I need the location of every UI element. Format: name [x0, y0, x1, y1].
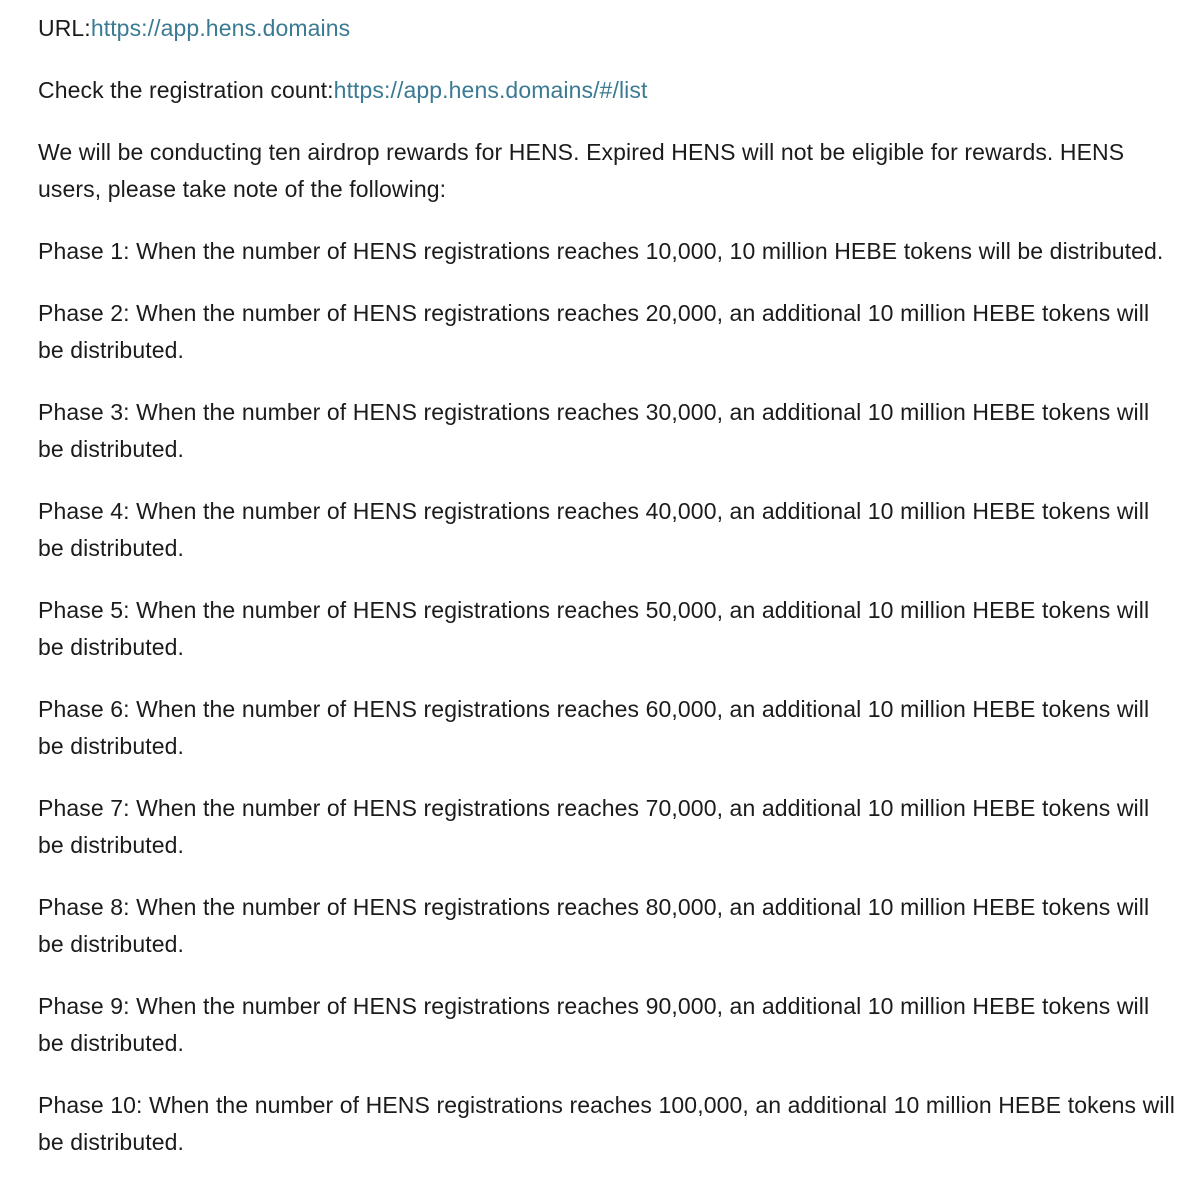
phase-item: Phase 1: When the number of HENS registrations reaches 10,000, 10 million HEBE tokens will be distributed. [38, 238, 1164, 264]
registration-count-line [38, 72, 1178, 109]
phase-item: Phase 5: When the number of HENS registrations reaches 50,000, an additional 10 million HEBE tokens will be distributed. [38, 597, 1150, 660]
phase-list [38, 233, 1178, 1161]
phase-item: Phase 8: When the number of HENS registrations reaches 80,000, an additional 10 million HEBE tokens will be distributed. [38, 894, 1150, 957]
app-url-link[interactable]: https://app.hens.domains [90, 15, 351, 41]
phase-item: Phase 9: When the number of HENS registrations reaches 90,000, an additional 10 million HEBE tokens will be distributed. [38, 993, 1150, 1056]
url-line [38, 10, 1178, 47]
phase-item: Phase 4: When the number of HENS registrations reaches 40,000, an additional 10 million HEBE tokens will be distributed. [38, 498, 1150, 561]
phase-item: Phase 2: When the number of HENS registrations reaches 20,000, an additional 10 million HEBE tokens will be distributed. [38, 300, 1150, 363]
registration-count-label: Check the registration count: [38, 77, 334, 103]
phase-item: Phase 7: When the number of HENS registrations reaches 70,000, an additional 10 million HEBE tokens will be distributed. [38, 795, 1150, 858]
document-body [38, 10, 1178, 1186]
phase-item: Phase 10: When the number of HENS registrations reaches 100,000, an additional 10 million HEBE tokens will be distributed. [38, 1092, 1175, 1155]
phase-item: Phase 6: When the number of HENS registrations reaches 60,000, an additional 10 million HEBE tokens will be distributed. [38, 696, 1150, 759]
intro-paragraph: We will be conducting ten airdrop rewards for HENS. Expired HENS will not be eligible for rewards. HENS users, please take note of the following: [38, 139, 1125, 202]
phase-item: Phase 3: When the number of HENS registrations reaches 30,000, an additional 10 million HEBE tokens will be distributed. [38, 399, 1150, 462]
registration-list-link[interactable]: https://app.hens.domains/#/list [333, 77, 648, 103]
url-label: URL: [38, 15, 91, 41]
